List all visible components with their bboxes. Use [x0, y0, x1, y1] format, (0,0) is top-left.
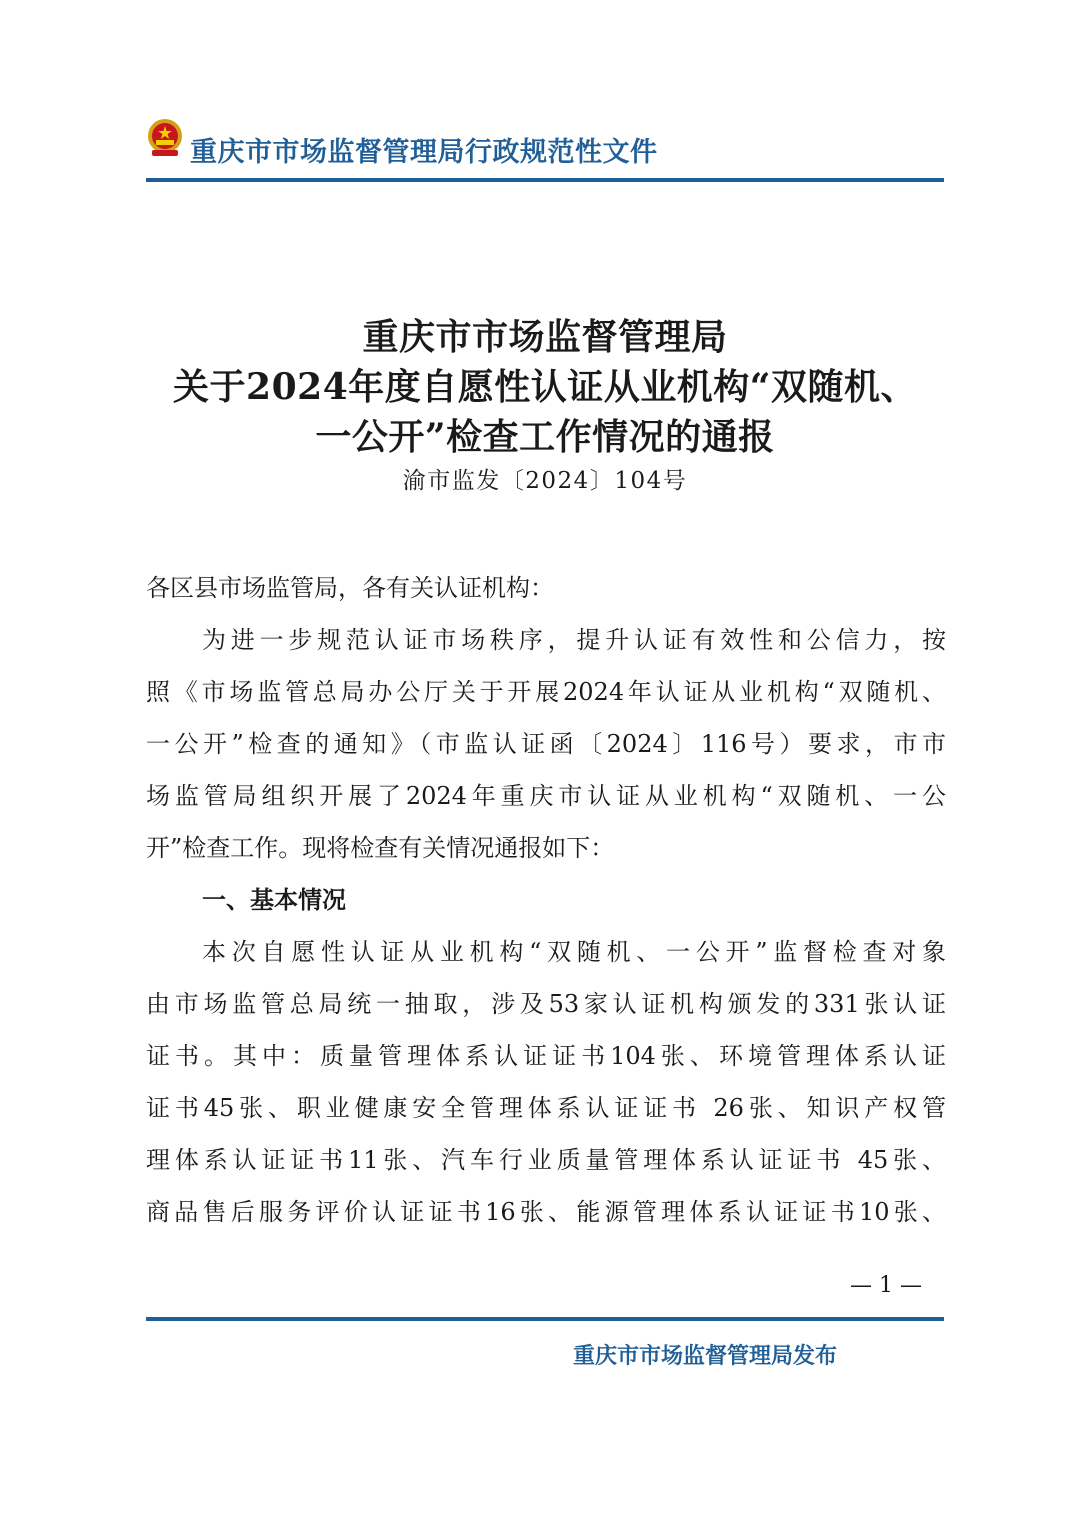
title-line: 关于2024年度自愿性认证从业机构“双随机、 — [173, 366, 917, 408]
document-body — [146, 568, 946, 1244]
title-line: 一公开”检查工作情况的通报 — [315, 416, 775, 458]
header-title: 重庆市市场监督管理局行政规范性文件 — [190, 137, 658, 168]
national-emblem-icon — [146, 117, 184, 159]
paragraph-line: 照《市场监管总局办公厅关于开展2024年认证从业机构“双随机、 — [146, 678, 946, 706]
paragraph-line: 开”检查工作。现将检查有关情况通报如下： — [146, 834, 615, 862]
publisher-label: 重庆市市场监督管理局发布 — [573, 1344, 838, 1369]
section-heading: 一、基本情况 — [202, 886, 346, 914]
paragraph-line: 一公开”检查的通知》（市监认证函〔2024〕116号）要求，市市 — [146, 730, 946, 758]
header-divider — [146, 178, 944, 182]
paragraph-line: 为进一步规范认证市场秩序，提升认证有效性和公信力，按 — [202, 626, 946, 654]
paragraph-line: 理体系认证证书11张、汽车行业质量管理体系认证证书 45张、 — [146, 1146, 946, 1174]
paragraph-line: 场监管局组织开展了2024年重庆市认证从业机构“双随机、一公 — [146, 782, 946, 810]
document-header — [146, 112, 946, 182]
page-number: — 1 — — [850, 1273, 922, 1298]
footer-divider — [146, 1317, 944, 1321]
paragraph-line: 商品售后服务评价认证证书16张、能源管理体系认证证书10张、 — [146, 1198, 946, 1226]
document-number: 渝市监发〔2024〕104号 — [402, 468, 688, 494]
paragraph-line: 证书45张、职业健康安全管理体系认证证书 26张、知识产权管 — [146, 1094, 946, 1122]
paragraph-line: 由市场监管总局统一抽取，涉及53家认证机构颁发的331张认证 — [146, 990, 946, 1018]
document-title — [120, 312, 970, 498]
salutation: 各区县市场监管局，各有关认证机构： — [146, 574, 554, 602]
paragraph-line: 证书。其中：质量管理体系认证证书104张、环境管理体系认证 — [146, 1042, 946, 1070]
paragraph-line: 本次自愿性认证从业机构“双随机、一公开”监督检查对象 — [202, 938, 946, 966]
title-line: 重庆市市场监督管理局 — [362, 316, 728, 358]
